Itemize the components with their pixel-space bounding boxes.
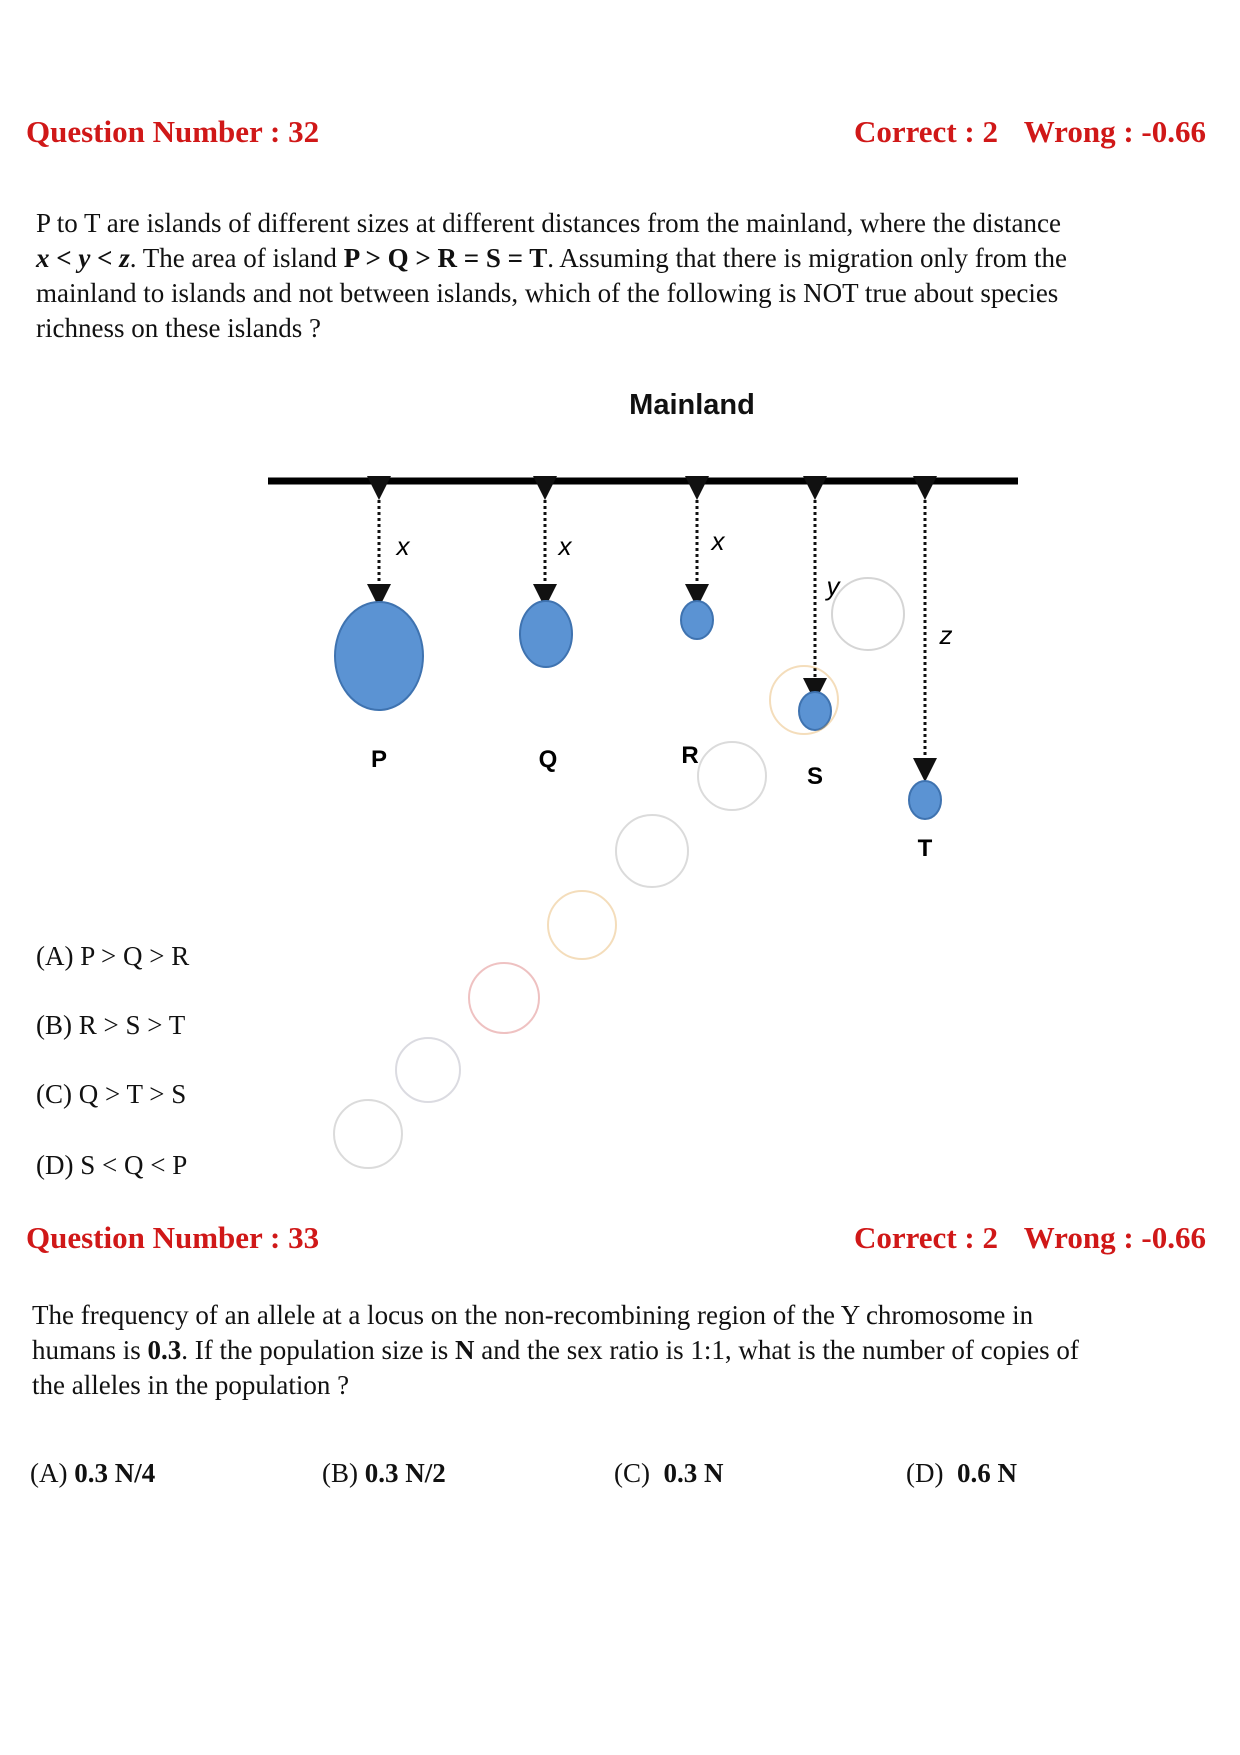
q33-option-d-text: 0.6 N [956, 1458, 1017, 1488]
q32-option-a-text: P > Q > R [80, 941, 190, 971]
q32-option-c[interactable] [36, 1079, 186, 1110]
island-q [520, 601, 572, 667]
q33-option-a[interactable] [30, 1458, 155, 1489]
q33-option-b-label: (B) [322, 1458, 358, 1488]
island-s-label: S [806, 763, 824, 790]
island-p-label: P [370, 746, 388, 773]
q33-line-1: The frequency of an allele at a locus on the non-recombining region of the Y chromosome in [32, 1300, 1034, 1330]
q32-line-1: P to T are islands of different sizes at different distances from the mainland, where the distance [36, 208, 1061, 238]
q32-distance-inequality: x < y < z [36, 243, 130, 273]
q32-option-d-label: (D) [36, 1150, 74, 1180]
island-p [335, 602, 423, 710]
q32-wrong-marks: Wrong : -0.66 [1023, 114, 1206, 149]
island-s [799, 692, 831, 730]
q32-line-2a: . The area of island [129, 243, 344, 273]
island-diagram [0, 380, 1240, 880]
watermark-seal-7 [396, 1038, 460, 1102]
q32-option-d-text: S < Q < P [80, 1150, 188, 1180]
q32-number: Question Number : 32 [26, 114, 320, 149]
q32-line-4: richness on these islands ? [36, 313, 321, 343]
q32-header [26, 114, 1206, 158]
q33-line-2 [32, 1333, 1227, 1368]
q32-line-3: mainland to islands and not between islands, which of the following is NOT true about species [36, 278, 1059, 308]
q33-option-d-label: (D) [906, 1458, 944, 1488]
q32-option-c-label: (C) [36, 1079, 72, 1109]
island-q-label: Q [538, 746, 558, 773]
q33-line-3: the alleles in the population ? [32, 1370, 350, 1400]
q32-area-inequality: P > Q > R = S = T [343, 243, 548, 273]
q32-option-d[interactable] [36, 1150, 187, 1181]
q33-frequency: 0.3 [147, 1335, 182, 1365]
q33-correct-marks: Correct : 2 [853, 1220, 998, 1255]
watermark-seal-8 [334, 1100, 402, 1168]
q33-wrong-marks: Wrong : -0.66 [1023, 1220, 1206, 1255]
q33-option-a-label: (A) [30, 1458, 68, 1488]
q32-option-c-text: Q > T > S [78, 1079, 187, 1109]
q33-population: N [454, 1335, 475, 1365]
q33-option-c-text: 0.3 N [663, 1458, 724, 1488]
q33-option-c-label: (C) [614, 1458, 650, 1488]
q33-option-c[interactable] [614, 1458, 724, 1489]
watermark-seal-6 [469, 963, 539, 1033]
island-t-label: T [917, 835, 933, 862]
q32-option-b[interactable] [36, 1010, 185, 1041]
watermark-seal-5 [548, 891, 616, 959]
q33-option-a-text: 0.3 N/4 [74, 1458, 156, 1488]
mainland-label: Mainland [629, 389, 755, 421]
island-r-label: R [681, 742, 699, 769]
island-r-distance-label: x [711, 526, 725, 556]
q32-correct-marks: Correct : 2 [853, 114, 998, 149]
island-q-distance-label: x [558, 531, 572, 561]
q33-line-2a: humans is [32, 1335, 148, 1365]
island-t [909, 781, 941, 819]
q33-option-b[interactable] [322, 1458, 446, 1489]
q33-number: Question Number : 33 [26, 1220, 320, 1255]
q32-option-a-label: (A) [36, 941, 74, 971]
q33-question-text [32, 1298, 1227, 1403]
q32-option-a[interactable] [36, 941, 189, 972]
island-t-distance-label: z [939, 620, 953, 650]
island-p-distance-label: x [396, 531, 410, 561]
q33-line-2c: and the sex ratio is 1:1, what is the number of copies of [474, 1335, 1079, 1365]
q32-marks [836, 114, 1206, 150]
q32-question-text [36, 206, 1226, 346]
q33-header [26, 1220, 1206, 1264]
q33-option-d[interactable] [906, 1458, 1017, 1489]
q33-line-2b: . If the population size is [181, 1335, 455, 1365]
island-s-distance-label: y [826, 571, 840, 601]
q32-option-b-label: (B) [36, 1010, 72, 1040]
q33-marks [836, 1220, 1206, 1256]
q33-option-b-text: 0.3 N/2 [364, 1458, 446, 1488]
q32-option-b-text: R > S > T [78, 1010, 186, 1040]
island-r [681, 601, 713, 639]
q32-line-2 [36, 241, 1226, 276]
q32-line-2b: . Assuming that there is migration only from the [547, 243, 1067, 273]
